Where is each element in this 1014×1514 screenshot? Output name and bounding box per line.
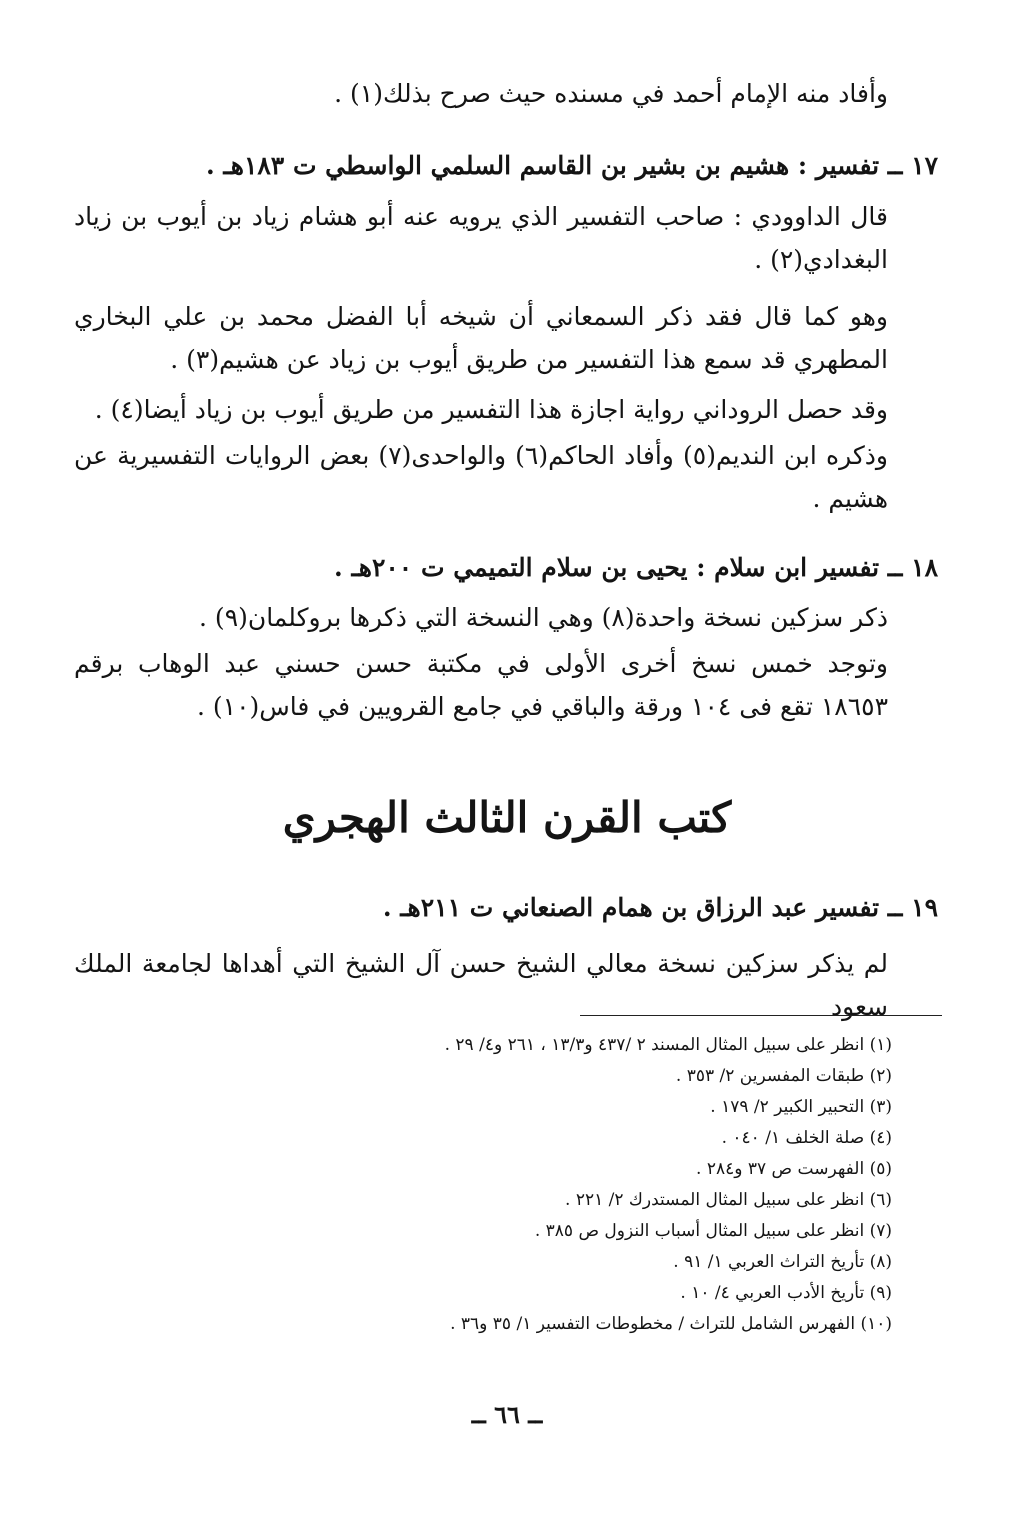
footnotes (192, 1030, 892, 1340)
footnote-6: (٦) انظر على سبيل المثال المستدرك ٢/ ٢٢١ . (565, 1190, 892, 1210)
paragraph-19-sezgin: لم يذكر سزكين نسخة معالي الشيخ حسن آل الشيخ التي أهداها لجامعة الملك سعود (74, 949, 888, 1021)
footnote-4: (٤) صلة الخلف ١/ ٠٤٠ . (721, 1128, 892, 1148)
footnote-7: (٧) انظر على سبيل المثال أسباب النزول ص ٣٨٥ . (534, 1221, 892, 1241)
footnote-9: (٩) تأريخ الأدب العربي ٤/ ١٠ . (680, 1283, 892, 1303)
paragraph-18-sezgin: ذكر سزكين نسخة واحدة(٨) وهي النسخة التي ذكرها بروكلمان(٩) . (199, 603, 888, 632)
page-number: ــ ٦٦ ــ (471, 1400, 543, 1429)
footnote-5: (٥) الفهرست ص ٣٧ و٢٨٤ . (696, 1159, 892, 1179)
entry-heading-18: ١٨ ــ تفسير ابن سلام : يحيى بن سلام التميمي ت ٢٠٠هـ . (334, 553, 938, 582)
paragraph-17-nadim: وذكره ابن النديم(٥) وأفاد الحاكم(٦) والواحدى(٧) بعض الروايات التفسيرية عن هشيم . (74, 441, 888, 513)
entry-heading-17: ١٧ ــ تفسير : هشيم بن بشير بن القاسم السلمي الواسطي ت ١٨٣هـ . (206, 151, 938, 180)
footnote-8: (٨) تأريخ التراث العربي ١/ ٩١ . (673, 1252, 892, 1272)
paragraph-17-samani: وهو كما قال فقد ذكر السمعاني أن شيخه أبا الفضل محمد بن علي البخاري المطهري قد سمع هذا التفسير من طريق أيوب بن زياد عن هشيم(٣) . (74, 302, 888, 374)
section-title: كتب القرن الثالث الهجري (282, 793, 732, 842)
footnote-separator (580, 1015, 942, 1016)
footnote-10: (١٠) الفهرس الشامل للتراث / مخطوطات التفسير ١/ ٣٥ و٣٦ . (450, 1314, 892, 1334)
paragraph-continuation: وأفاد منه الإمام أحمد في مسنده حيث صرح بذلك(١) . (334, 79, 888, 108)
footnote-1: (١) انظر على سبيل المثال المسند ٢ /٤٣٧ و١٣/٣ ، ٢٦١ و٤/ ٢٩ . (444, 1035, 892, 1055)
paragraph-17-dawoodi: قال الداوودي : صاحب التفسير الذي يرويه عنه أبو هشام زياد بن أيوب بن زياد البغدادي(٢) . (74, 202, 888, 274)
paragraph-17-rudani: وقد حصل الروداني رواية اجازة هذا التفسير من طريق أيوب بن زياد أيضا(٤) . (94, 395, 888, 424)
paragraph-18-copies: وتوجد خمس نسخ أخرى الأولى في مكتبة حسن حسني عبد الوهاب برقم ١٨٦٥٣ تقع فى ١٠٤ ورقة والباقي في جامع القرويين في فاس(١٠) . (74, 649, 888, 721)
footnote-3: (٣) التحبير الكبير ٢/ ١٧٩ . (710, 1097, 892, 1117)
footnote-2: (٢) طبقات المفسرين ٢/ ٣٥٣ . (675, 1066, 892, 1086)
entry-heading-19: ١٩ ــ تفسير عبد الرزاق بن همام الصنعاني ت ٢١١هـ . (382, 893, 938, 922)
